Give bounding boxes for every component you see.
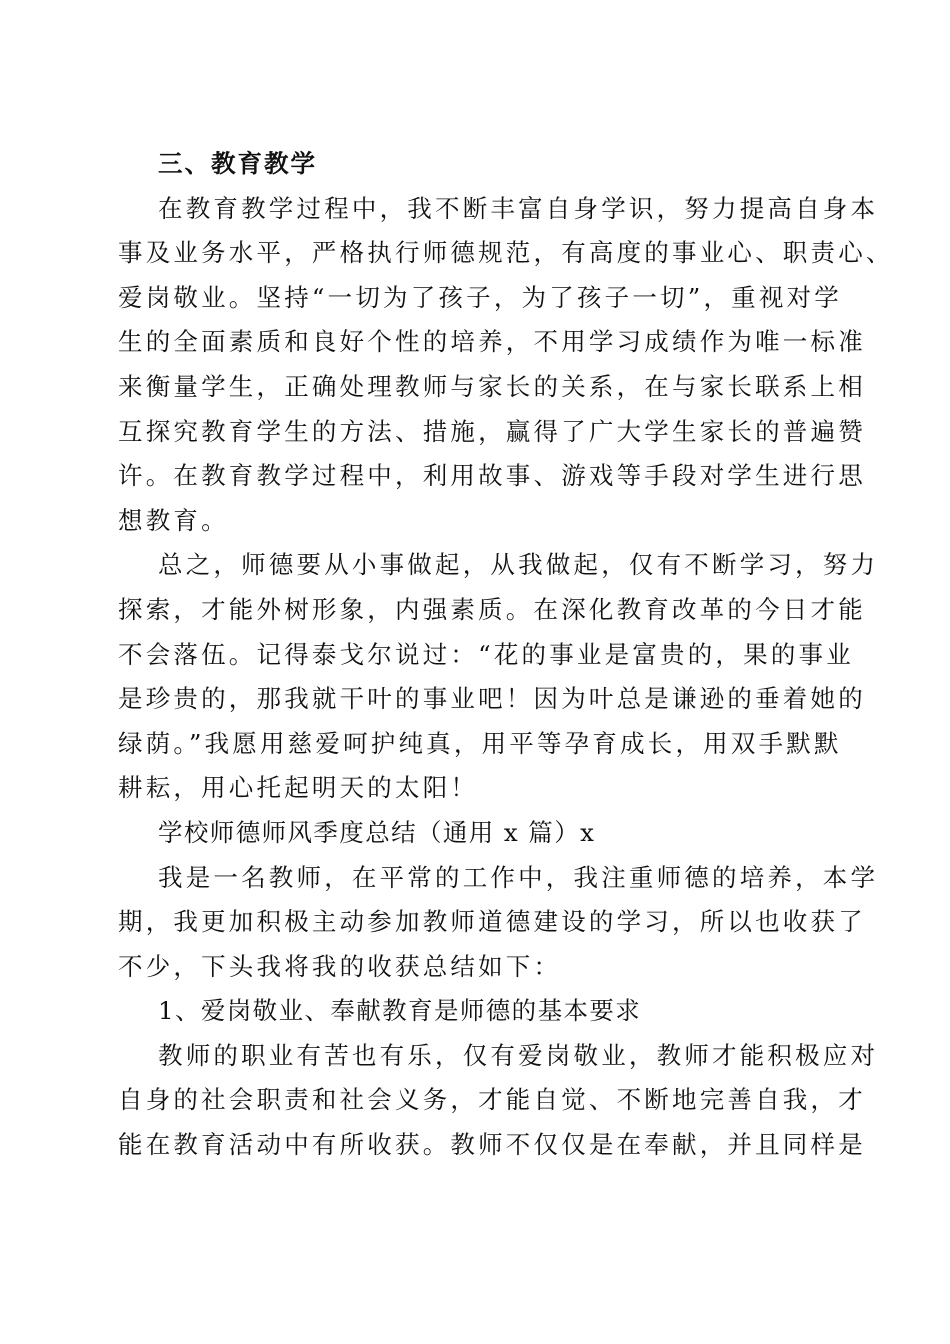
paragraph-line: 我是一名教师，在平常的工作中，我注重师德的培养，本学 xyxy=(158,862,879,892)
paragraph-line: 期，我更加积极主动参加教师道德建设的学习，所以也收获了 xyxy=(118,907,866,937)
paragraph-line: 来衡量学生，正确处理教师与家长的关系，在与家长联系上相 xyxy=(118,371,866,401)
list-item-title: 1、爱岗敬业、奉献教育是师德的基本要求 xyxy=(158,996,642,1026)
document-body xyxy=(118,142,894,1168)
paragraph-line: 不会落伍。记得泰戈尔说过：“花的事业是富贵的，果的事业 xyxy=(118,639,854,669)
paragraph-line: 是珍贵的，那我就干叶的事业吧！因为叶总是谦逊的垂着她的 xyxy=(118,684,866,714)
paragraph-line: 能在教育活动中有所收获。教师不仅仅是在奉献，并且同样是 xyxy=(118,1130,866,1160)
paragraph-line: 爱岗敬业。坚持“一切为了孩子，为了孩子一切”，重视对学 xyxy=(118,282,842,312)
paragraph-line: 教师的职业有苦也有乐，仅有爱岗敬业，教师才能积极应对 xyxy=(158,1040,879,1070)
document-subtitle: 学校师德师风季度总结（通用 x 篇）x xyxy=(158,817,596,847)
paragraph-line: 生的全面素质和良好个性的培养，不用学习成绩作为唯一标准 xyxy=(118,327,866,357)
paragraph-line: 绿荫。”我愿用慈爱呵护纯真，用平等孕育成长，用双手默默 xyxy=(118,728,842,758)
paragraph-line: 总之，师德要从小事做起，从我做起，仅有不断学习，努力 xyxy=(158,550,879,580)
paragraph-line: 探索，才能外树形象，内强素质。在深化教育改革的今日才能 xyxy=(118,594,866,624)
paragraph-line: 许。在教育教学过程中，利用故事、游戏等手段对学生进行思 xyxy=(118,461,866,491)
paragraph-line: 自身的社会职责和社会义务，才能自觉、不断地完善自我，才 xyxy=(118,1085,866,1115)
paragraph-line: 耕耘，用心托起明天的太阳！ xyxy=(118,773,479,803)
paragraph-line: 想教育。 xyxy=(118,505,229,535)
section-heading: 三、教育教学 xyxy=(158,149,317,178)
paragraph-line: 互探究教育学生的方法、措施，赢得了广大学生家长的普遍赞 xyxy=(118,416,866,446)
paragraph-line: 在教育教学过程中，我不断丰富自身学识，努力提高自身本 xyxy=(158,193,879,223)
paragraph-line: 事及业务水平，严格执行师德规范，有高度的事业心、职责心、 xyxy=(118,238,894,268)
paragraph-line: 不少，下头我将我的收获总结如下： xyxy=(118,951,562,981)
